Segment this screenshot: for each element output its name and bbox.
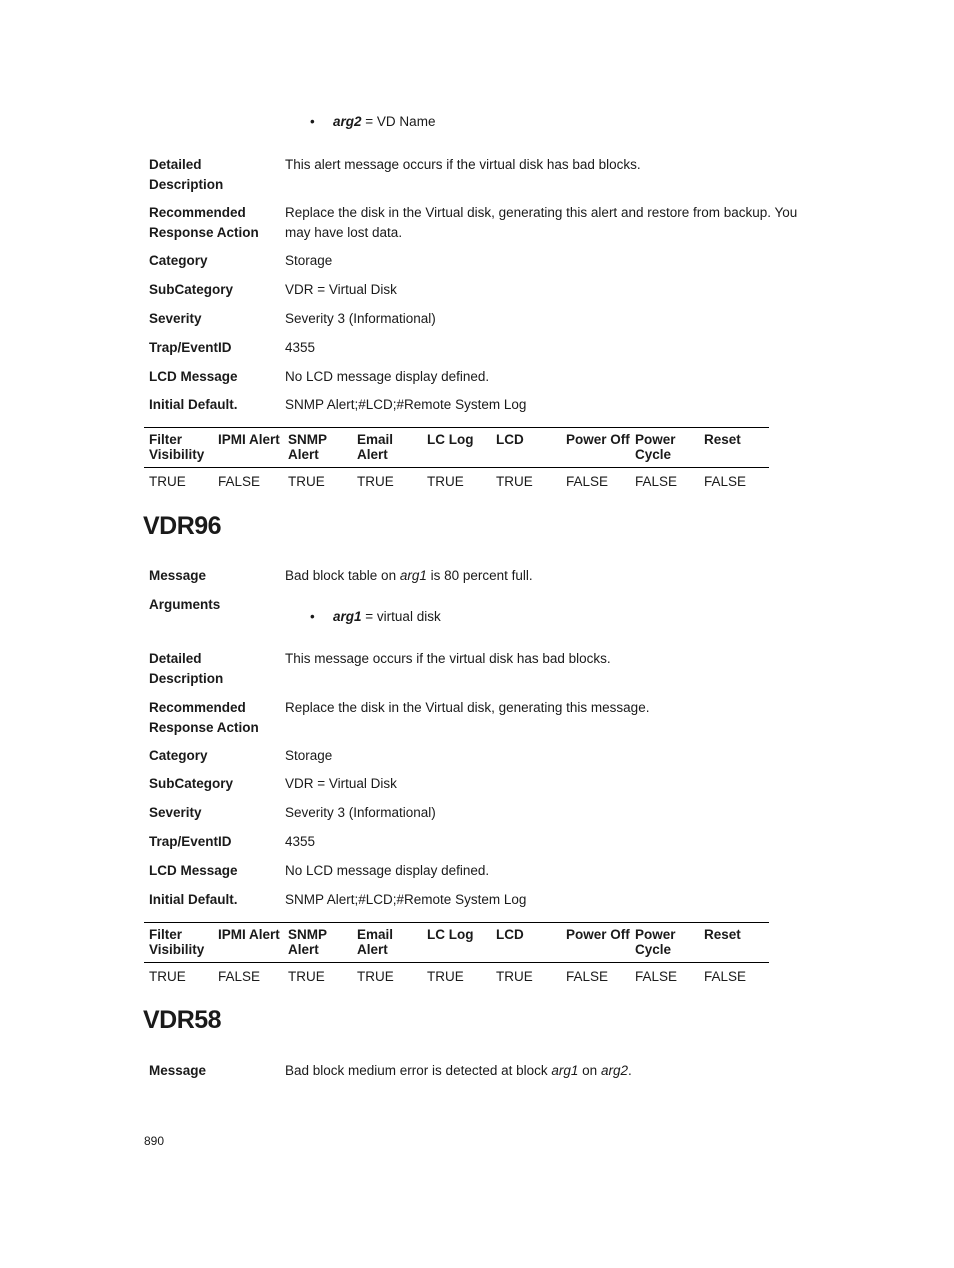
argument-name: arg2: [333, 114, 362, 129]
message-text: Bad block medium error is detected at block: [285, 1063, 552, 1078]
argument-description: = VD Name: [365, 114, 436, 129]
page-number: 890: [144, 1134, 165, 1148]
header-snmp-alert: SNMP Alert: [288, 432, 327, 462]
table-cell: FALSE: [566, 969, 609, 984]
row-label: Detailed Description: [149, 157, 224, 192]
row-label: Initial Default.: [149, 397, 238, 412]
row-label: Trap/EventID: [149, 834, 232, 849]
row-label: Recommended Response Action: [149, 700, 259, 735]
row-label: SubCategory: [149, 282, 234, 297]
row-value: Storage: [285, 748, 333, 763]
table-header-rule: [144, 467, 769, 468]
row-label: Severity: [149, 311, 202, 326]
bullet-icon: •: [310, 114, 315, 129]
table-cell: TRUE: [427, 474, 464, 489]
header-email-alert: Email Alert: [357, 432, 394, 462]
row-value: Severity 3 (Informational): [285, 805, 436, 820]
table-cell: FALSE: [218, 474, 261, 489]
argument-description: = virtual disk: [365, 609, 441, 624]
table-cell: TRUE: [288, 969, 325, 984]
header-lc-log: LC Log: [427, 927, 474, 942]
row-label: Category: [149, 253, 208, 268]
table-cell: FALSE: [635, 969, 678, 984]
row-label: Detailed Description: [149, 651, 224, 686]
message-text: Bad block table on: [285, 568, 400, 583]
table-header-rule: [144, 962, 769, 963]
table-cell: FALSE: [635, 474, 678, 489]
header-filter-visibility: Filter Visibility: [149, 927, 205, 957]
row-value: No LCD message display defined.: [285, 863, 490, 878]
argument-bullet: [310, 114, 435, 129]
filter-table: [144, 427, 769, 497]
row-label: Message: [149, 568, 207, 583]
message-value: [285, 1061, 815, 1081]
section-heading-vdr58: VDR58: [143, 1006, 222, 1034]
row-value: This alert message occurs if the virtual disk has bad blocks.: [285, 157, 641, 172]
table-cell: TRUE: [288, 474, 325, 489]
header-lc-log: LC Log: [427, 432, 474, 447]
header-filter-visibility: Filter Visibility: [149, 432, 205, 462]
table-cell: FALSE: [704, 969, 747, 984]
row-label: Recommended Response Action: [149, 205, 259, 240]
row-label: LCD Message: [149, 369, 238, 384]
row-value: Replace the disk in the Virtual disk, generating this alert and restore from backup. You may have lost data.: [285, 205, 798, 240]
table-cell: TRUE: [427, 969, 464, 984]
table-cell: TRUE: [357, 969, 394, 984]
message-value: [285, 566, 815, 586]
row-label: Initial Default.: [149, 892, 238, 907]
row-label: Trap/EventID: [149, 340, 232, 355]
header-lcd: LCD: [496, 432, 524, 447]
row-value: VDR = Virtual Disk: [285, 282, 397, 297]
table-cell: FALSE: [566, 474, 609, 489]
row-value: 4355: [285, 340, 316, 355]
message-arg: arg1: [551, 1063, 579, 1078]
header-power-cycle: Power Cycle: [635, 927, 676, 957]
table-top-rule: [144, 922, 769, 923]
bullet-icon: •: [310, 609, 315, 624]
row-value: SNMP Alert;#LCD;#Remote System Log: [285, 892, 527, 907]
header-power-off: Power Off: [566, 432, 630, 447]
row-value: Replace the disk in the Virtual disk, generating this message.: [285, 700, 650, 715]
row-label: SubCategory: [149, 776, 234, 791]
row-value: 4355: [285, 834, 316, 849]
header-lcd: LCD: [496, 927, 524, 942]
header-email-alert: Email Alert: [357, 927, 394, 957]
table-cell: TRUE: [496, 474, 533, 489]
row-value: Severity 3 (Informational): [285, 311, 436, 326]
message-arg: arg2: [600, 1063, 628, 1078]
header-power-off: Power Off: [566, 927, 630, 942]
section-heading-vdr96: VDR96: [143, 512, 222, 540]
header-ipmi-alert: IPMI Alert: [218, 432, 280, 447]
table-cell: TRUE: [149, 474, 186, 489]
argument-name: arg1: [333, 609, 362, 624]
header-reset: Reset: [704, 927, 741, 942]
table-top-rule: [144, 427, 769, 428]
header-ipmi-alert: IPMI Alert: [218, 927, 280, 942]
row-value: VDR = Virtual Disk: [285, 776, 397, 791]
table-cell: FALSE: [218, 969, 261, 984]
table-cell: TRUE: [149, 969, 186, 984]
message-arg: arg1: [399, 568, 427, 583]
row-value: SNMP Alert;#LCD;#Remote System Log: [285, 397, 527, 412]
row-label: Severity: [149, 805, 202, 820]
table-cell: TRUE: [357, 474, 394, 489]
message-text: .: [627, 1063, 632, 1078]
row-label: Message: [149, 1063, 207, 1078]
filter-table: [144, 922, 769, 992]
row-label: Category: [149, 748, 208, 763]
table-cell: FALSE: [704, 474, 747, 489]
row-label: Arguments: [149, 597, 221, 612]
row-value: This message occurs if the virtual disk has bad blocks.: [285, 651, 611, 666]
header-snmp-alert: SNMP Alert: [288, 927, 327, 957]
row-value: No LCD message display defined.: [285, 369, 490, 384]
header-reset: Reset: [704, 432, 741, 447]
row-label: LCD Message: [149, 863, 238, 878]
table-cell: TRUE: [496, 969, 533, 984]
header-power-cycle: Power Cycle: [635, 432, 676, 462]
row-value: Storage: [285, 253, 333, 268]
argument-bullet: [310, 609, 441, 624]
message-text: on: [578, 1063, 601, 1078]
message-text: is 80 percent full.: [426, 568, 533, 583]
